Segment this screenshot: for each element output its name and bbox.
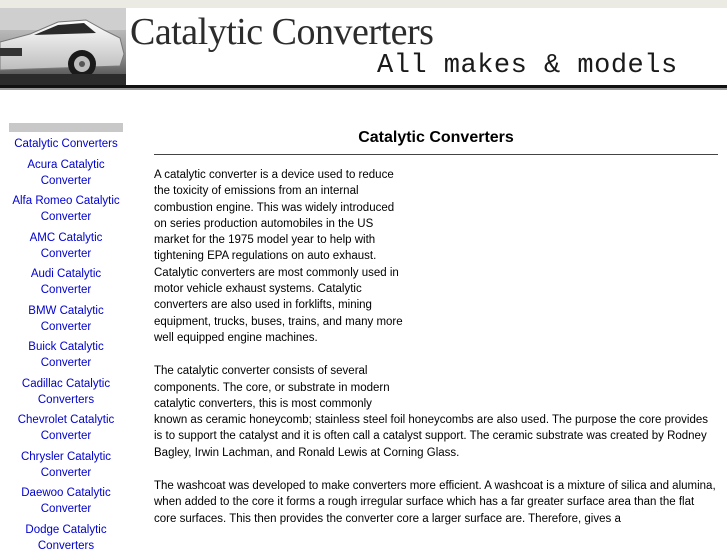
site-tagline: All makes & models	[377, 51, 678, 81]
sidebar-link-dodge[interactable]: Dodge Catalytic Converters	[25, 523, 107, 552]
header-shadow	[0, 88, 727, 90]
sidebar-link-acura[interactable]: Acura Catalytic Converter	[27, 158, 105, 187]
sidebar-link-bmw[interactable]: BMW Catalytic Converter	[28, 304, 104, 333]
paragraph-components	[154, 363, 718, 461]
sidebar-link-cadillac[interactable]: Cadillac Catalytic Converters	[21, 377, 111, 406]
car-logo-image	[0, 8, 126, 87]
sidebar-link-daewoo[interactable]: Daewoo Catalytic Converter	[21, 487, 111, 515]
sidebar-link-audi[interactable]: Audi Catalytic Converter	[30, 268, 102, 296]
sidebar-link-alfa-romeo[interactable]: Alfa Romeo Catalytic Converter	[12, 195, 120, 223]
main-content	[154, 128, 718, 544]
paragraph-components-narrow-text: The catalytic converter consists of several components. The core, or substrate in modern catalytic converters, this is most commonly	[154, 365, 390, 410]
site-title: Catalytic Converters	[130, 11, 434, 53]
top-strip	[0, 0, 727, 8]
title-divider	[154, 154, 718, 155]
paragraph-intro-text: A catalytic converter is a device used to reduce the toxicity of emissions from an internal combustion engine. This was widely introduced on series production automobiles in the US market for the 1975 model year to help with tightening EPA regulations on auto exhaust. Catalytic converters are most commonly used in motor vehicle exhaust systems. Catalytic converters are also used in forklifts, mining equipment, trucks, buses, trains, and many more well equipped engine machines.	[154, 169, 403, 344]
page-title: Catalytic Converters	[358, 129, 514, 146]
sidebar-link-amc[interactable]: AMC Catalytic Converter	[29, 231, 103, 260]
sidebar-link-chrysler[interactable]: Chrysler Catalytic Converter	[20, 450, 112, 479]
sidebar-nav	[9, 123, 123, 558]
paragraph-washcoat: The washcoat was developed to make converters more efficient. A washcoat is a mixture of silica and alumina, when added to the core it forms a rough irregular surface which has a far greater surface area than the flat core surfaces. This then provides the converter core a larger surface are. Therefore, gives a	[154, 480, 716, 525]
paragraph-components-text: known as ceramic honeycomb; stainless steel foil honeycombs are also used. The purpose the core provides is to support the catalyst and it is often call a catalyst support. The ceramic substrate was created by Rodney Bagley, Irwin Lachman, and Ronald Lewis at Corning Glass.	[154, 414, 708, 459]
sidebar-link-catalytic-converters[interactable]: Catalytic Converters	[14, 138, 118, 150]
sidebar-top-bar	[9, 123, 123, 132]
sidebar-link-chevrolet[interactable]: Chevrolet Catalytic Converter	[17, 414, 115, 442]
paragraph-intro	[154, 167, 718, 346]
sidebar-link-buick[interactable]: Buick Catalytic Converter	[28, 341, 104, 369]
